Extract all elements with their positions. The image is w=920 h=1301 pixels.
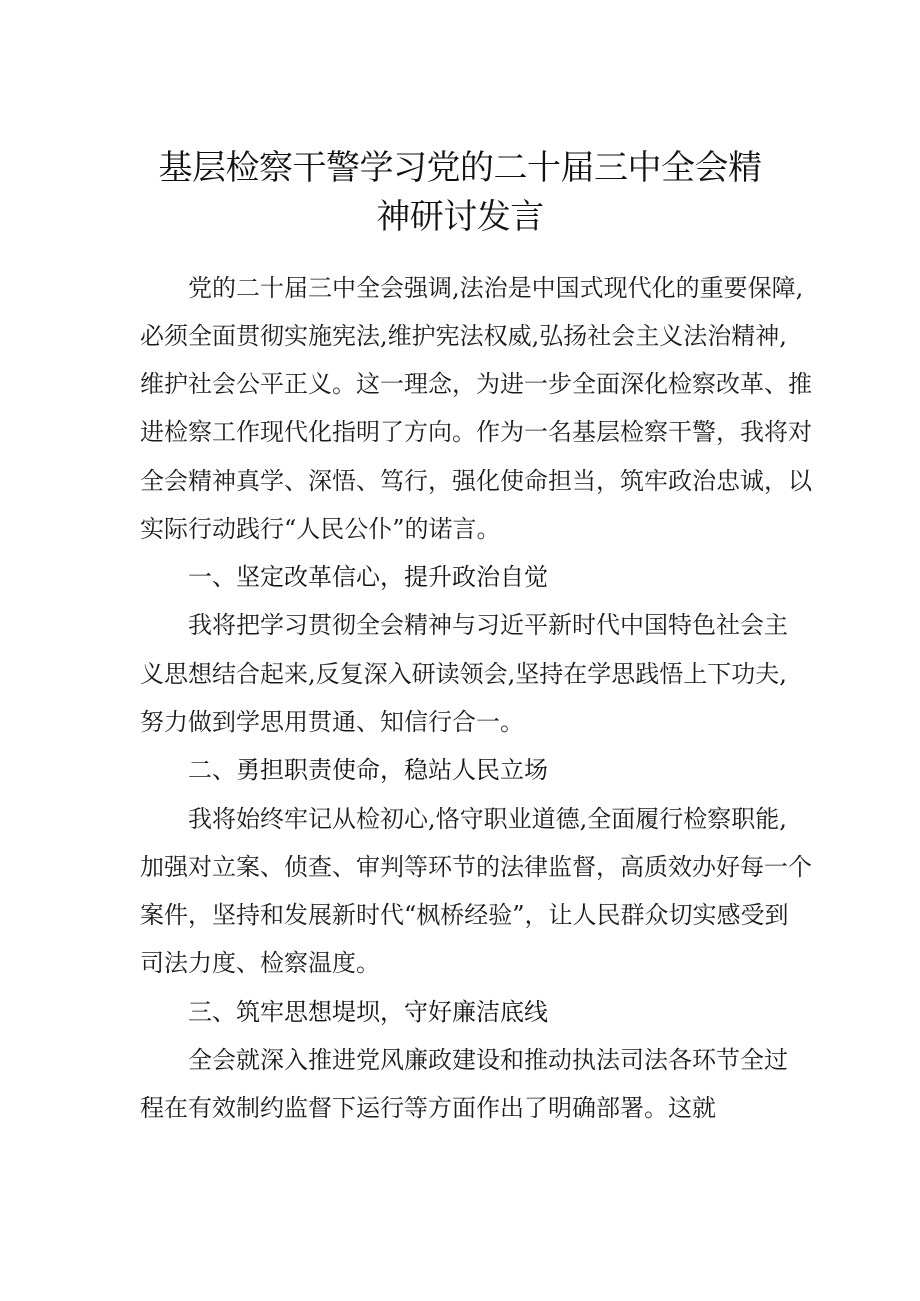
section-2-line-1: 我将始终牢记从检初心,恪守职业道德,全面履行检察职能,: [188, 805, 787, 833]
section-3-heading: 三、筑牢思想堤坝，守好廉洁底线: [188, 998, 548, 1026]
intro-line-1: 党的二十届三中全会强调,法治是中国式现代化的重要保障,: [188, 274, 804, 302]
section-3-line-2: 程在有效制约监督下运行等方面作出了明确部署。这就: [140, 1094, 716, 1122]
section-2-line-3: 案件，坚持和发展新时代“枫桥经验”，让人民群众切实感受到: [140, 901, 789, 929]
section-2-line-4: 司法力度、检察温度。: [140, 949, 380, 977]
intro-line-2: 必须全面贯彻实施宪法,维护宪法权威,弘扬社会主义法治精神,: [140, 322, 787, 350]
document-title-line-2: 神研讨发言: [376, 197, 544, 237]
section-1-heading: 一、坚定改革信心，提升政治自觉: [188, 563, 548, 591]
section-1-line-2: 义思想结合起来,反复深入研读领会,坚持在学思践悟上下功夫,: [140, 660, 787, 688]
section-1-line-1: 我将把学习贯彻全会精神与习近平新时代中国特色社会主: [188, 611, 788, 639]
section-3-line-1: 全会就深入推进党风廉政建设和推动执法司法各环节全过: [188, 1046, 788, 1074]
section-2-line-2: 加强对立案、侦查、审判等环节的法律监督，高质效办好每一个: [140, 853, 812, 881]
intro-line-6: 实际行动践行“人民公仆”的诺言。: [140, 515, 501, 543]
intro-line-4: 进检察工作现代化指明了方向。作为一名基层检察干警，我将对: [140, 418, 812, 446]
intro-line-3: 维护社会公平正义。这一理念，为进一步全面深化检察改革、推: [140, 370, 812, 398]
document-title-line-1: 基层检察干警学习党的二十届三中全会精: [158, 148, 762, 188]
section-1-line-3: 努力做到学思用贯通、知信行合一。: [140, 708, 524, 736]
section-2-heading: 二、勇担职责使命，稳站人民立场: [188, 756, 548, 784]
intro-line-5: 全会精神真学、深悟、笃行，强化使命担当，筑牢政治忠诚，以: [140, 467, 812, 495]
